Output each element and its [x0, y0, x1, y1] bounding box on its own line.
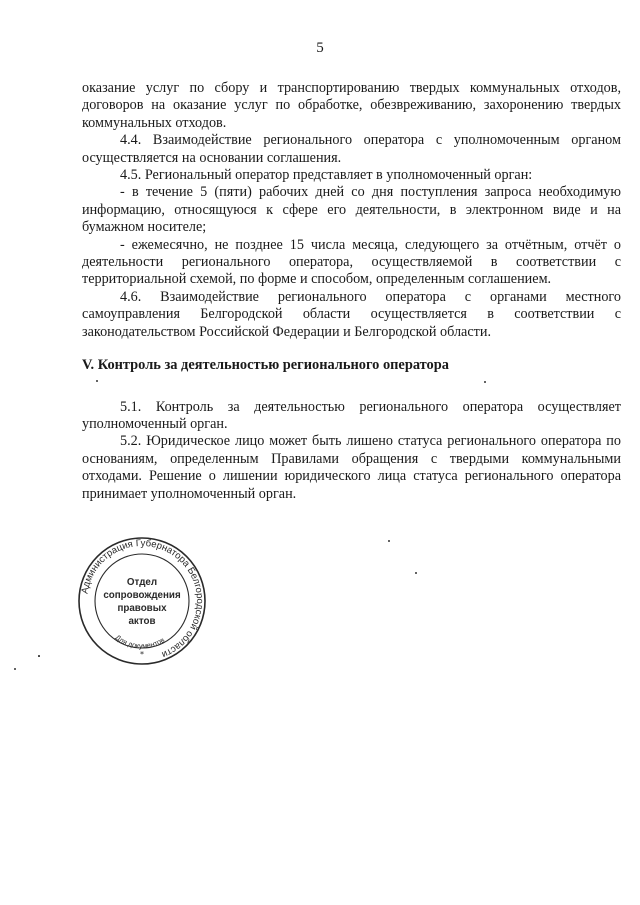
- scan-speck: [14, 668, 16, 670]
- stamp-center-line-2: сопровождения: [103, 590, 181, 601]
- stamp-center-line-4: актов: [128, 616, 156, 627]
- scan-speck: [415, 572, 417, 574]
- stamp-outer-text: Администрация Губернатора Белгородской области: [79, 537, 206, 660]
- star-icon: *: [140, 650, 144, 659]
- paragraph-4-6: 4.6. Взаимодействие регионального оператора с органами местного самоуправления Белгородской области осуществляется в соответствии с законодательством Российской Федерации и Белгородской области.: [82, 288, 621, 340]
- scan-speck: [96, 380, 98, 382]
- stamp-center-line-3: правовых: [117, 603, 167, 614]
- paragraph-5-1: 5.1. Контроль за деятельностью регионального оператора осуществляет уполномоченный орган.: [82, 398, 621, 432]
- scan-speck: [388, 540, 390, 542]
- paragraph-4-5: 4.5. Региональный оператор представляет в уполномоченный орган:: [120, 167, 533, 184]
- official-stamp: [76, 535, 208, 667]
- paragraph-4-5-item-2: - ежемесячно, не позднее 15 числа месяца, следующего за отчётным, отчёт о деятельности регионального оператора, осуществляемой в соответствии с территориальной схемой, по форме и способом, определенным соглашением.: [82, 236, 621, 288]
- paragraph-continuation: оказание услуг по сбору и транспортированию твердых коммунальных отходов, договоров на оказание услуг по обработке, обезвреживанию, захоронению твердых коммунальных отходов.: [82, 80, 621, 131]
- document-body: [82, 80, 621, 503]
- stamp-graphic: [76, 535, 208, 667]
- section-title: V. Контроль за деятельностью регионального оператора: [82, 357, 449, 374]
- page-number: 5: [316, 40, 324, 56]
- stamp-center-line-1: Отдел: [126, 577, 158, 588]
- stamp-inner-text: Для документов: [113, 632, 167, 651]
- scan-speck: [484, 381, 486, 383]
- scan-speck: [38, 655, 40, 657]
- paragraph-4-4: 4.4. Взаимодействие регионального оператора с уполномоченным органом осуществляется на основании соглашения.: [82, 132, 621, 166]
- paragraph-5-2: 5.2. Юридическое лицо может быть лишено статуса регионального оператора по основаниям, определенным Правилами обращения с твердыми коммунальными отходами. Решение о лишении юридического лица статуса регионального оператора принимает уполномоченный орган.: [82, 433, 621, 502]
- paragraph-4-5-item-1: - в течение 5 (пяти) рабочих дней со дня поступления запроса необходимую информацию, относящуюся к сфере его деятельности, в электронном виде и на бумажном носителе;: [82, 184, 621, 236]
